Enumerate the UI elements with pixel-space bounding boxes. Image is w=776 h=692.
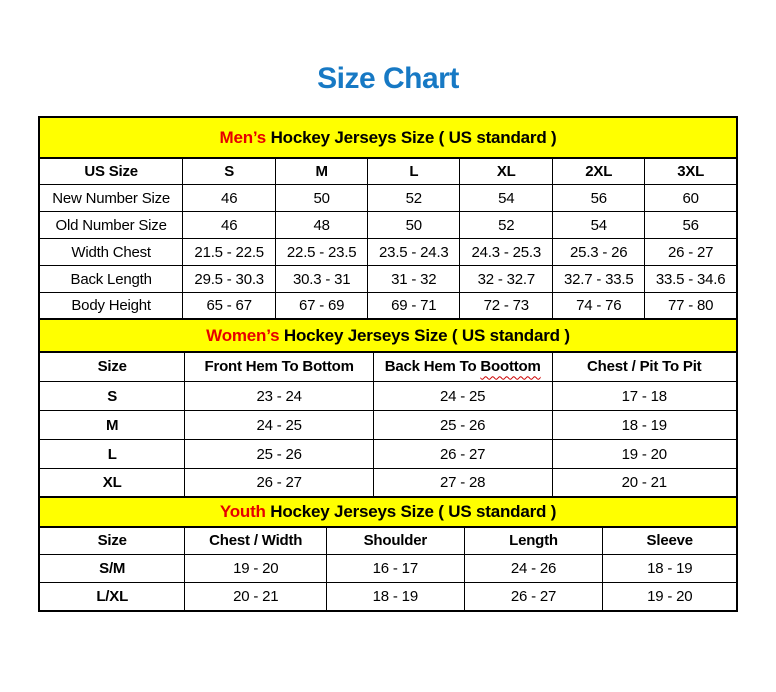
size-value: 52 — [368, 185, 460, 212]
womens-section-banner — [38, 318, 738, 353]
row-label: S/M — [39, 555, 185, 583]
size-value: 50 — [276, 185, 368, 212]
table-row — [39, 555, 737, 583]
size-value: 25 - 26 — [185, 440, 373, 469]
size-value: 26 - 27 — [185, 469, 373, 498]
size-value: 29.5 - 30.3 — [183, 266, 276, 293]
table-row — [39, 382, 737, 411]
youth-banner-highlight: Youth — [219, 502, 266, 521]
column-header: Front Hem To Bottom — [185, 352, 373, 382]
youth-header-row — [39, 527, 737, 555]
size-value: 26 - 27 — [645, 239, 737, 266]
row-label: Old Number Size — [39, 212, 183, 239]
size-value: 72 - 73 — [460, 293, 553, 320]
youth-banner-text: Hockey Jerseys Size ( US standard ) — [265, 502, 557, 521]
size-value: 18 - 19 — [552, 411, 737, 440]
column-header: Sleeve — [603, 527, 737, 555]
table-row — [39, 212, 737, 239]
misspelled-word: Boottom — [480, 358, 541, 376]
size-value: 20 - 21 — [185, 583, 327, 611]
mens-header-row — [39, 158, 737, 185]
size-value: 46 — [183, 185, 276, 212]
size-value: 52 — [460, 212, 553, 239]
size-value: 67 - 69 — [276, 293, 368, 320]
row-label: Body Height — [39, 293, 183, 320]
size-value: 24 - 25 — [373, 382, 552, 411]
size-value: 27 - 28 — [373, 469, 552, 498]
size-value: 17 - 18 — [552, 382, 737, 411]
size-value: 48 — [276, 212, 368, 239]
column-header: US Size — [39, 158, 183, 185]
column-header: 3XL — [645, 158, 737, 185]
size-value: 56 — [553, 185, 645, 212]
tables-container — [38, 116, 738, 612]
column-header: M — [276, 158, 368, 185]
column-header: Shoulder — [327, 527, 465, 555]
size-value: 22.5 - 23.5 — [276, 239, 368, 266]
youth-section-banner — [38, 496, 738, 528]
womens-banner-text: Hockey Jerseys Size ( US standard ) — [279, 325, 570, 345]
size-value: 24.3 - 25.3 — [460, 239, 553, 266]
table-row — [39, 411, 737, 440]
size-value: 26 - 27 — [373, 440, 552, 469]
column-header: Chest / Pit To Pit — [552, 352, 737, 382]
womens-banner-highlight: Women’s — [206, 325, 280, 345]
size-value: 26 - 27 — [464, 583, 603, 611]
size-value: 20 - 21 — [552, 469, 737, 498]
womens-size-table — [38, 351, 738, 499]
size-value: 19 - 20 — [603, 583, 737, 611]
size-value: 16 - 17 — [327, 555, 465, 583]
size-value: 21.5 - 22.5 — [183, 239, 276, 266]
size-value: 32 - 32.7 — [460, 266, 553, 293]
size-value: 65 - 67 — [183, 293, 276, 320]
size-value: 19 - 20 — [552, 440, 737, 469]
size-value: 25.3 - 26 — [553, 239, 645, 266]
size-value: 23.5 - 24.3 — [368, 239, 460, 266]
size-value: 24 - 26 — [464, 555, 603, 583]
table-row — [39, 293, 737, 320]
size-value: 30.3 - 31 — [276, 266, 368, 293]
mens-section-banner — [38, 116, 738, 159]
size-value: 25 - 26 — [373, 411, 552, 440]
mens-size-table — [38, 157, 738, 321]
table-row — [39, 583, 737, 611]
table-row — [39, 266, 737, 293]
womens-header-row — [39, 352, 737, 382]
row-label: Back Length — [39, 266, 183, 293]
column-header: Chest / Width — [185, 527, 327, 555]
row-label: L/XL — [39, 583, 185, 611]
size-value: 24 - 25 — [185, 411, 373, 440]
size-value: 19 - 20 — [185, 555, 327, 583]
row-label: S — [39, 382, 185, 411]
size-value: 18 - 19 — [327, 583, 465, 611]
size-value: 46 — [183, 212, 276, 239]
size-value: 54 — [553, 212, 645, 239]
column-header: 2XL — [553, 158, 645, 185]
column-header: Size — [39, 352, 185, 382]
row-label: Width Chest — [39, 239, 183, 266]
size-value: 74 - 76 — [553, 293, 645, 320]
column-header: Size — [39, 527, 185, 555]
size-value: 69 - 71 — [368, 293, 460, 320]
mens-banner-highlight: Men’s — [219, 127, 267, 147]
size-value: 77 - 80 — [645, 293, 737, 320]
youth-size-table — [38, 526, 738, 612]
size-value: 60 — [645, 185, 737, 212]
column-header: L — [368, 158, 460, 185]
size-value: 33.5 - 34.6 — [645, 266, 737, 293]
size-value: 56 — [645, 212, 737, 239]
size-value: 23 - 24 — [185, 382, 373, 411]
page-title: Size Chart — [317, 62, 459, 95]
size-value: 32.7 - 33.5 — [553, 266, 645, 293]
row-label: New Number Size — [39, 185, 183, 212]
column-header: S — [183, 158, 276, 185]
mens-banner-text: Hockey Jerseys Size ( US standard ) — [266, 127, 557, 147]
size-value: 50 — [368, 212, 460, 239]
table-row — [39, 239, 737, 266]
table-row — [39, 185, 737, 212]
row-label: L — [39, 440, 185, 469]
size-value: 54 — [460, 185, 553, 212]
size-value: 18 - 19 — [603, 555, 737, 583]
column-header: XL — [460, 158, 553, 185]
column-header: Back Hem To Boottom — [373, 352, 552, 382]
row-label: XL — [39, 469, 185, 498]
row-label: M — [39, 411, 185, 440]
table-row — [39, 440, 737, 469]
column-header: Length — [464, 527, 603, 555]
table-row — [39, 469, 737, 498]
size-value: 31 - 32 — [368, 266, 460, 293]
